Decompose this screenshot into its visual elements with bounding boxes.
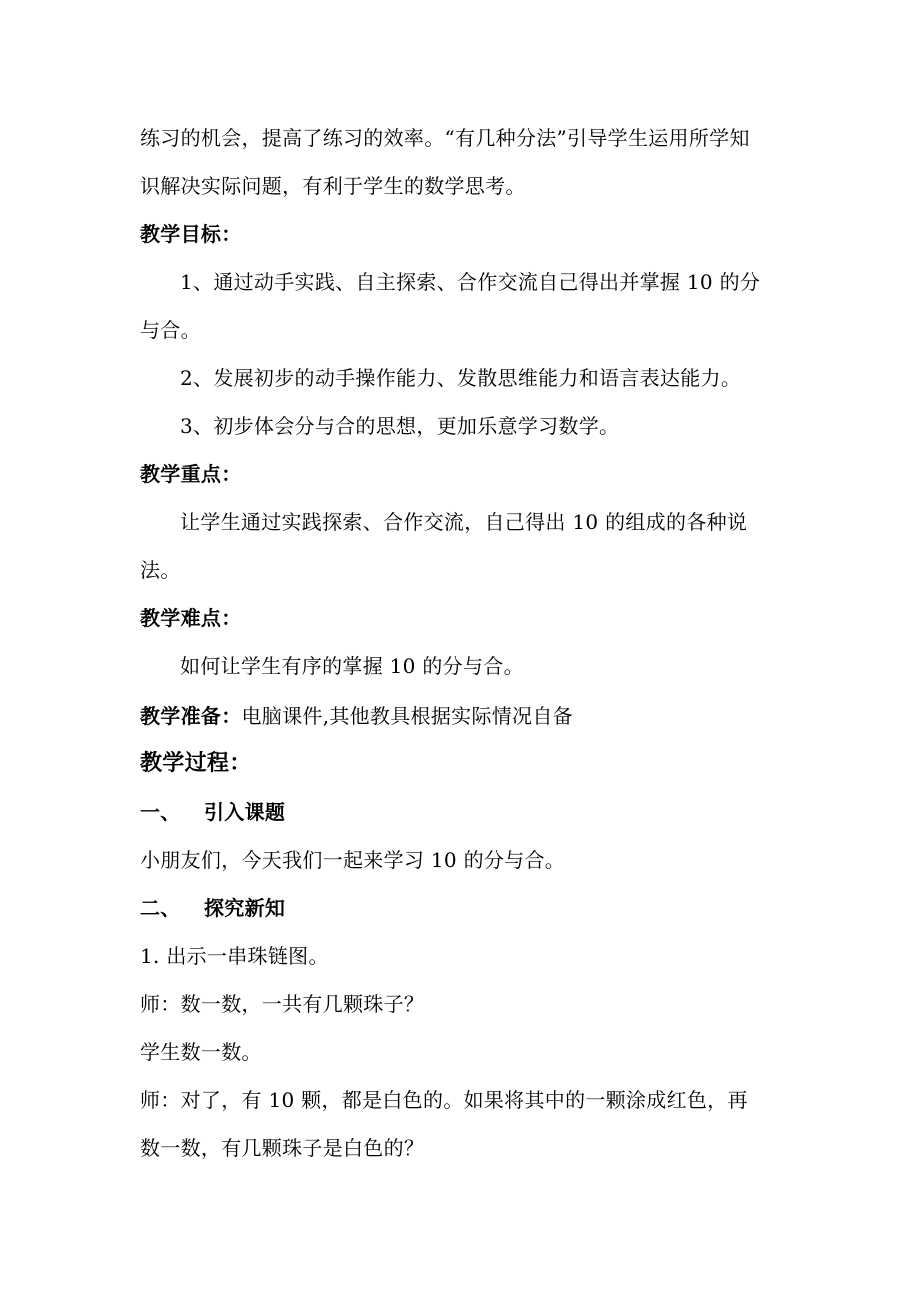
key-points-line-2: 法。	[140, 558, 181, 582]
section-1-title: 引入课题	[204, 800, 286, 824]
section-1-heading	[140, 798, 790, 826]
students-line-1: 学生数一数。	[140, 1040, 262, 1064]
section-1-text: 小朋友们，今天我们一起来学习 10 的分与合。	[140, 848, 566, 872]
intro-line-2: 识解决实际问题，有利于学生的数学思考。	[140, 174, 526, 198]
section-1-number: 一、	[140, 800, 181, 824]
preparation-line	[140, 702, 790, 730]
difficulties-text: 如何让学生有序的掌握 10 的分与合。	[180, 654, 524, 678]
objective-2: 2、发展初步的动手操作能力、发散思维能力和语言表达能力。	[180, 366, 742, 390]
intro-line-1: 练习的机会，提高了练习的效率。“有几种分法”引导学生运用所学知	[140, 126, 750, 150]
section-2-number: 二、	[140, 896, 181, 920]
teacher-line-2b: 数一数，有几颗珠子是白色的？	[140, 1136, 425, 1160]
objective-1-line-2: 与合。	[140, 318, 201, 342]
objective-3: 3、初步体会分与合的思想，更加乐意学习数学。	[180, 414, 620, 438]
preparation-text: 电脑课件,其他教具根据实际情况自备	[241, 704, 573, 728]
section-2-heading	[140, 894, 790, 922]
objective-1-line-1: 1、通过动手实践、自主探索、合作交流自己得出并掌握 10 的分	[180, 270, 761, 294]
step-1: 1. 出示一串珠链图。	[140, 944, 329, 968]
key-points-line-1: 让学生通过实践探索、合作交流，自己得出 10 的组成的各种说	[180, 510, 748, 534]
difficulties-heading: 教学难点：	[140, 606, 242, 630]
process-heading: 教学过程：	[140, 751, 252, 776]
teacher-line-2a: 师：对了，有 10 颗，都是白色的。如果将其中的一颗涂成红色，再	[140, 1088, 748, 1112]
section-2-title: 探究新知	[204, 896, 286, 920]
objectives-heading: 教学目标：	[140, 222, 242, 246]
preparation-label: 教学准备：	[140, 704, 242, 728]
teacher-line-1: 师：数一数，一共有几颗珠子？	[140, 992, 425, 1016]
key-points-heading: 教学重点：	[140, 462, 242, 486]
